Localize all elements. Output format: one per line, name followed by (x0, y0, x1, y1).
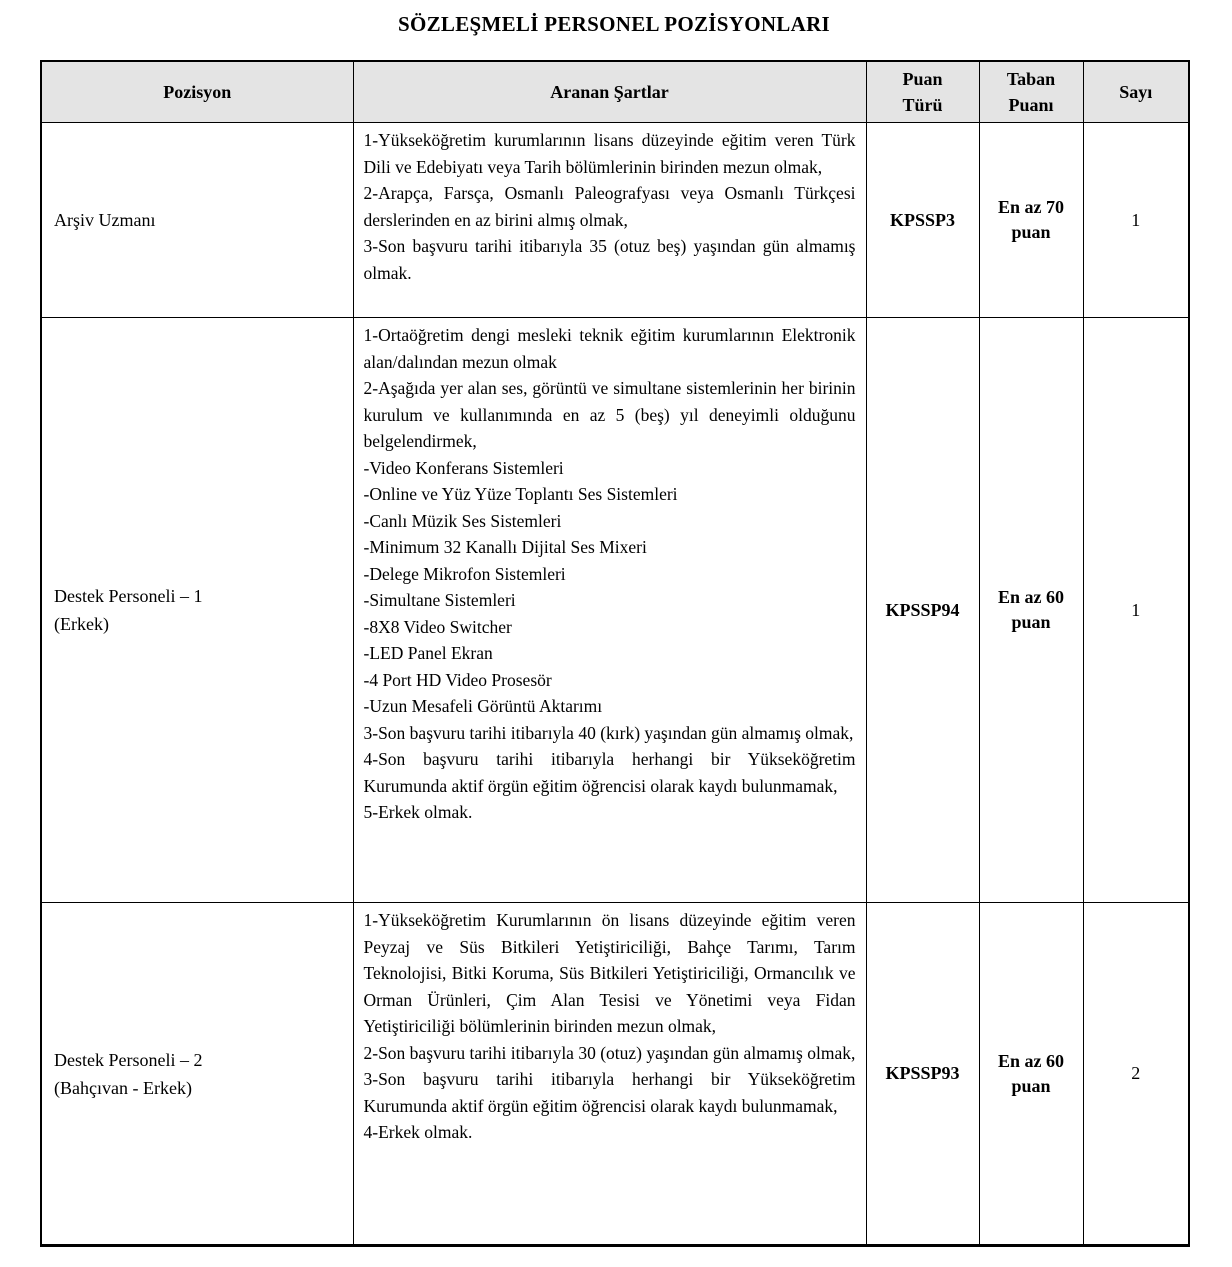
header-row (41, 61, 1189, 123)
col-header-sayi: Sayı (1083, 61, 1189, 123)
requirement-item: -Canlı Müzik Ses Sistemleri (363, 510, 562, 531)
min-score-cell: En az 70 puan (979, 123, 1083, 318)
score-type-cell: KPSSP93 (866, 903, 979, 1246)
requirement-item: 5-Erkek olmak. (363, 802, 473, 822)
requirement-item: 4-Erkek olmak. (363, 1122, 473, 1142)
score-type-cell: KPSSP94 (866, 318, 979, 903)
position-qualifier: (Bahçıvan - Erkek) (54, 1077, 192, 1098)
requirement-item: -Simultane Sistemleri (363, 590, 516, 610)
requirement-item: -LED Panel Ekran (363, 643, 493, 663)
requirement-item: -Video Konferans Sistemleri (363, 457, 564, 478)
position-cell (41, 903, 353, 1246)
requirement-item: 1-Yükseköğretim kurumlarının lisans düzeyinde eğitim veren Türk Dili ve Edebiyatı veya Tarih bölümlerinin birinden mezun olmak, (363, 130, 856, 177)
requirements-cell (353, 318, 866, 903)
count-cell: 1 (1083, 123, 1189, 318)
requirement-item: -Uzun Mesafeli Görüntü Aktarımı (363, 696, 603, 716)
position-name: Arşiv Uzmanı (54, 210, 156, 230)
col-header-taban-puani: Taban Puanı (979, 61, 1083, 123)
positions-table (40, 60, 1190, 1247)
requirement-item: -Minimum 32 Kanallı Dijital Ses Mixeri (363, 537, 647, 557)
position-name: Destek Personeli – 1 (54, 586, 203, 606)
requirement-item: -8X8 Video Switcher (363, 616, 512, 637)
requirement-item: -Online ve Yüz Yüze Toplantı Ses Sistemleri (363, 484, 678, 504)
min-score-cell: En az 60 puan (979, 318, 1083, 903)
page-title: SÖZLEŞMELİ PERSONEL POZİSYONLARI (397, 12, 831, 36)
score-type-cell: KPSSP3 (866, 123, 979, 318)
table-row-destek-personeli-2 (41, 903, 1189, 1246)
count-cell: 2 (1083, 903, 1189, 1246)
requirement-item: 2-Son başvuru tarihi itibarıyla 30 (otuz) yaşından gün almamış olmak, (363, 1042, 856, 1063)
requirement-item: 1-Yükseköğretim Kurumlarının ön lisans düzeyinde eğitim veren Peyzaj ve Süs Bitkileri Yetiştiriciliği, Bahçe Tarımı, Tarım Teknolojisi, Bitki Koruma, Süs Bitkileri Yetiştiriciliği, Ormancılık ve Orman Ürünleri, Çim Alan Tesisi ve Yönetimi veya Fidan Yetiştiriciliği bölümlerinin birinden mezun olmak, (363, 910, 856, 1036)
position-qualifier: (Erkek) (54, 614, 109, 634)
requirement-item: -Delege Mikrofon Sistemleri (363, 563, 566, 584)
requirement-item: 3-Son başvuru tarihi itibarıyla 35 (otuz beş) yaşından gün almamış olmak. (363, 236, 856, 283)
table-row-destek-personeli-1 (41, 318, 1189, 903)
col-header-puan-turu: Puan Türü (866, 61, 979, 123)
requirement-item: -4 Port HD Video Prosesör (363, 669, 552, 690)
col-header-aranan-sartlar: Aranan Şartlar (353, 61, 866, 123)
requirement-item: 3-Son başvuru tarihi itibarıyla herhangi bir Yükseköğretim Kurumunda aktif örgün eğitim öğrencisi olarak kaydı bulunmamak, (363, 1069, 856, 1116)
requirements-cell (353, 903, 866, 1246)
requirement-item: 2-Arapça, Farsça, Osmanlı Paleografyası veya Osmanlı Türkçesi derslerinden en az birini almış olmak, (363, 183, 856, 230)
requirements-cell (353, 123, 866, 318)
position-cell (41, 318, 353, 903)
requirement-item: 2-Aşağıda yer alan ses, görüntü ve simultane sistemlerinin her birinin kurulum ve kullanımında en az 5 (beş) yıl deneyimli olduğunu belgelendirmek, (363, 378, 856, 451)
table-row-arsiv-uzmani (41, 123, 1189, 318)
requirement-item: 4-Son başvuru tarihi itibarıyla herhangi bir Yükseköğretim Kurumunda aktif örgün eğitim öğrencisi olarak kaydı bulunmamak, (363, 749, 856, 796)
position-name: Destek Personeli – 2 (54, 1049, 203, 1070)
position-cell (41, 123, 353, 318)
requirement-item: 1-Ortaöğretim dengi mesleki teknik eğitim kurumlarının Elektronik alan/dalından mezun olmak (363, 325, 856, 372)
col-header-pozisyon: Pozisyon (41, 61, 353, 123)
count-cell: 1 (1083, 318, 1189, 903)
min-score-cell: En az 60 puan (979, 903, 1083, 1246)
requirement-item: 3-Son başvuru tarihi itibarıyla 40 (kırk) yaşından gün almamış olmak, (363, 722, 854, 743)
